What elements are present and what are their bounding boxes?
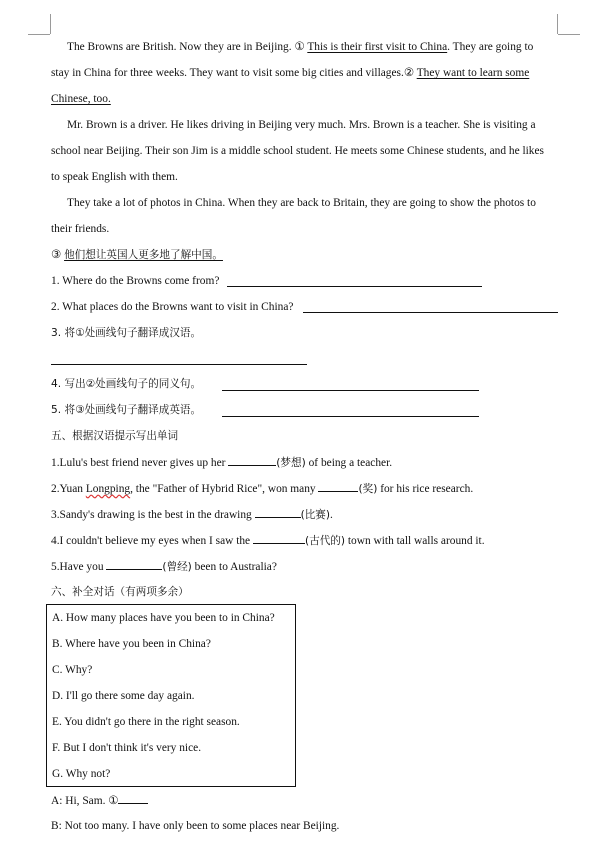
question-2: 2. What places do the Browns want to visit in China? [51,301,294,313]
fill-item-1: 1.Lulu's best friend never gives up her (梦想) of being a teacher. [51,457,393,469]
passage-line: Chinese, too. [51,93,111,105]
option-e: E. You didn't go there in the right season. [52,716,240,728]
word-blank[interactable] [318,481,358,492]
section-6-title: 六、补全对话（有两项多余） [51,586,189,598]
passage-line: Mr. Brown is a driver. He likes driving in Beijing very much. Mrs. Brown is a teacher. She is visiting a [67,119,536,131]
crop-mark [558,34,580,35]
crop-mark [28,34,50,35]
passage-line: stay in China for three weeks. They want to visit some big cities and villages.② They want to learn some [51,67,530,79]
option-f: F. But I don't think it's very nice. [52,742,202,754]
answer-blank[interactable] [222,416,479,417]
question-4: 4. 写出②处画线句子的同义句。 [51,378,202,390]
passage-line: school near Beijing. Their son Jim is a middle school student. He meets some Chinese students, and he likes [51,145,544,157]
word-blank[interactable] [106,559,162,570]
option-c: C. Why? [52,664,93,676]
underlined-sentence-2: They want to learn some [416,67,530,79]
crop-mark [50,14,51,34]
passage-line: their friends. [51,223,110,235]
section-5-title: 五、根据汉语提示写出单词 [51,430,179,442]
option-g: G. Why not? [52,768,111,780]
options-box [46,604,296,787]
passage-line: to speak English with them. [51,171,178,183]
answer-blank[interactable] [222,390,479,391]
word-blank[interactable] [255,507,301,518]
dialogue-line-2: B: Not too many. I have only been to some places near Beijing. [51,820,340,832]
word-blank[interactable] [253,533,305,544]
answer-blank[interactable] [303,312,558,313]
fill-item-2: 2.Yuan Longping, the "Father of Hybrid Rice", won many (奖) for his rice research. [51,483,474,495]
question-1: 1. Where do the Browns come from? [51,275,220,287]
dialogue-blank[interactable] [118,793,148,804]
answer-blank[interactable] [51,364,307,365]
question-5: 5. 将③处画线句子翻译成英语。 [51,404,202,416]
fill-item-4: 4.I couldn't believe my eyes when I saw the (古代的) town with tall walls around it. [51,535,485,547]
dialogue-line-1: A: Hi, Sam. ① [51,793,148,808]
fill-item-3: 3.Sandy's drawing is the best in the drawing (比赛). [51,509,333,521]
option-a: A. How many places have you been to in China? [52,612,275,624]
question-3: 3. 将①处画线句子翻译成汉语。 [51,327,202,339]
question-3-prompt: ③ 他们想让英国人更多地了解中国。 [51,249,223,261]
passage-line: The Browns are British. Now they are in Beijing. ① This is their first visit to China. They are going to [67,41,534,53]
passage-line: They take a lot of photos in China. When they are back to Britain, they are going to show the photos to [67,197,536,209]
fill-item-5: 5.Have you (曾经) been to Australia? [51,561,277,573]
option-b: B. Where have you been in China? [52,638,211,650]
answer-blank[interactable] [227,286,482,287]
crop-mark [557,14,558,34]
word-blank[interactable] [228,455,276,466]
underlined-sentence-1: This is their first visit to China [307,41,448,53]
option-d: D. I'll go there some day again. [52,690,195,702]
